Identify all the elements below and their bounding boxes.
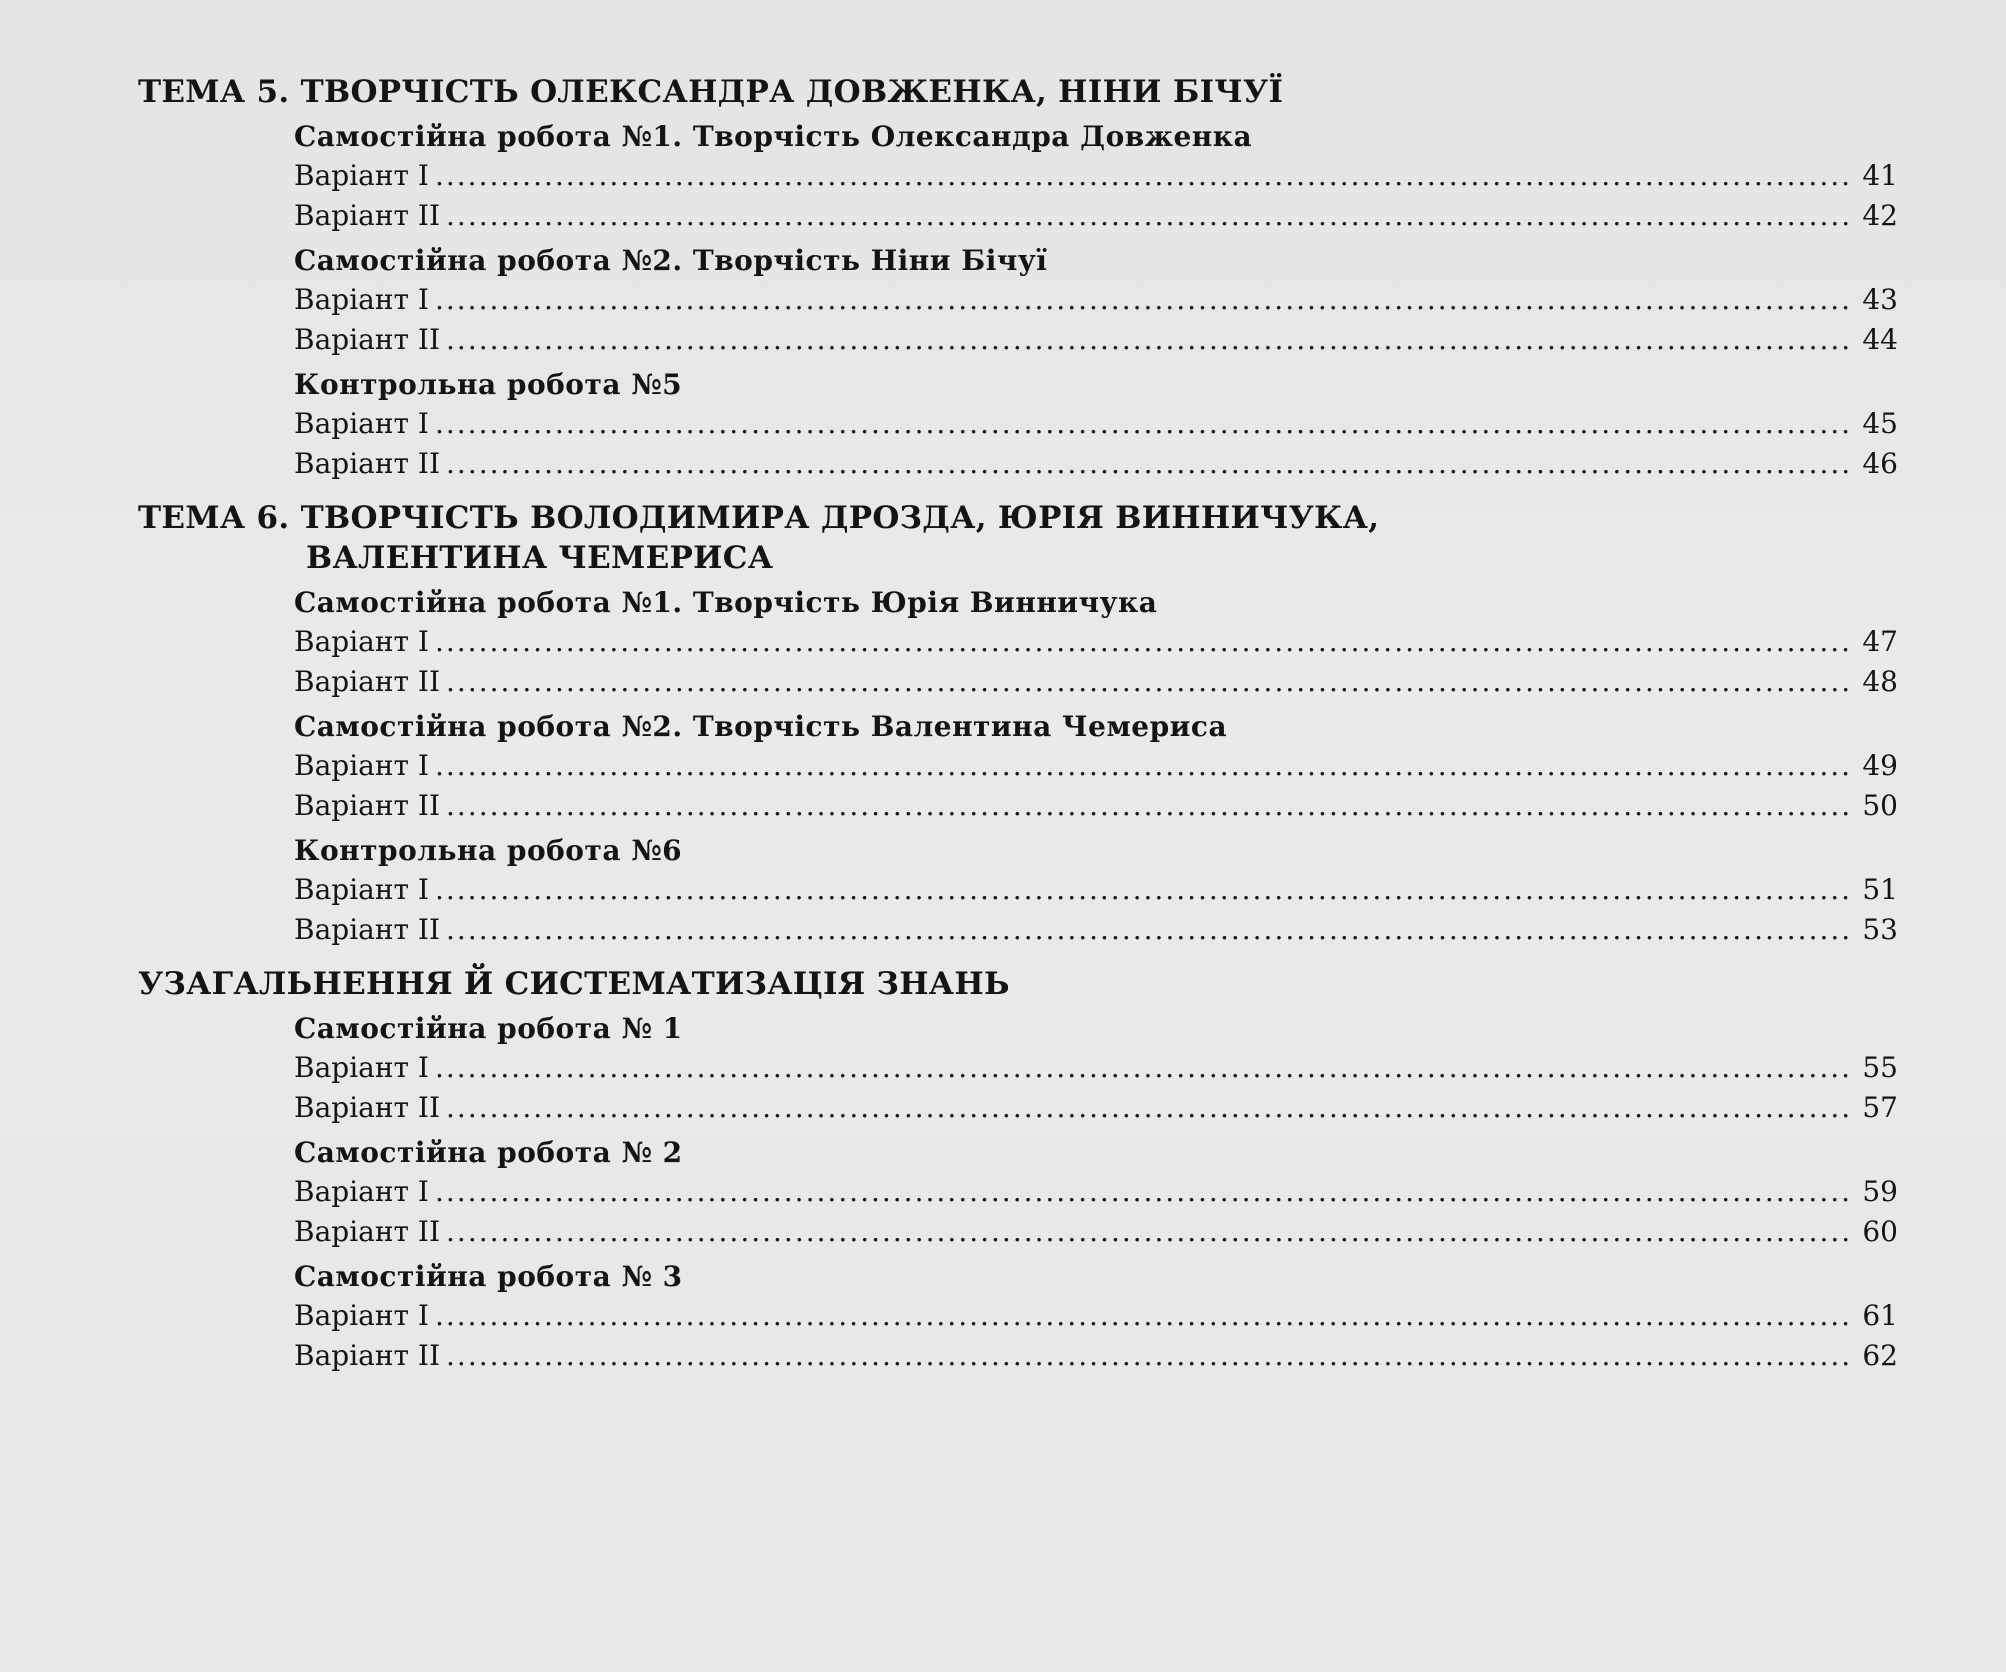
table-of-contents bbox=[138, 72, 1898, 1376]
dot-leader bbox=[446, 196, 1852, 236]
toc-entry bbox=[138, 156, 1898, 196]
entry-label: Варіант І bbox=[294, 159, 429, 192]
section-title-text: УЗАГАЛЬНЕННЯ Й СИСТЕМАТИЗАЦІЯ ЗНАНЬ bbox=[138, 966, 1010, 1002]
toc-entry bbox=[138, 910, 1898, 950]
entry-label: Варіант І bbox=[294, 407, 429, 440]
dot-leader bbox=[435, 156, 1852, 196]
dot-leader bbox=[435, 746, 1852, 786]
entry-label: Варіант І bbox=[294, 283, 429, 316]
section-title bbox=[138, 964, 1898, 1004]
work-title: Контрольна робота №6 bbox=[294, 834, 683, 867]
entry-label: Варіант ІІ bbox=[294, 1091, 441, 1124]
entry-label: Варіант І bbox=[294, 1175, 429, 1208]
page-number: 50 bbox=[1862, 789, 1898, 822]
toc-entry bbox=[138, 404, 1898, 444]
dot-leader bbox=[446, 1088, 1852, 1128]
entry-label: Варіант І bbox=[294, 625, 429, 658]
entry-label: Варіант І bbox=[294, 749, 429, 782]
page-number: 61 bbox=[1862, 1299, 1898, 1332]
page-number: 62 bbox=[1862, 1339, 1898, 1372]
dot-leader bbox=[446, 1336, 1852, 1376]
toc-entry bbox=[138, 280, 1898, 320]
dot-leader bbox=[446, 1212, 1852, 1252]
toc-entry bbox=[138, 1088, 1898, 1128]
page-number: 59 bbox=[1862, 1175, 1898, 1208]
section-title bbox=[138, 498, 1898, 578]
page-number: 45 bbox=[1862, 407, 1898, 440]
page-number: 49 bbox=[1862, 749, 1898, 782]
dot-leader bbox=[446, 786, 1852, 826]
entry-label: Варіант ІІ bbox=[294, 913, 441, 946]
work-title: Самостійна робота №2. Творчість Ніни Бічуї bbox=[294, 244, 1048, 277]
toc-entry bbox=[138, 662, 1898, 702]
toc-entry bbox=[138, 320, 1898, 360]
dot-leader bbox=[435, 870, 1852, 910]
work-title: Самостійна робота №1. Творчість Олександра Довженка bbox=[294, 120, 1253, 153]
dot-leader bbox=[446, 910, 1852, 950]
entry-label: Варіант ІІ bbox=[294, 323, 441, 356]
work-title: Самостійна робота №1. Творчість Юрія Винничука bbox=[294, 586, 1158, 619]
work-title: Самостійна робота №2. Творчість Валентина Чемериса bbox=[294, 710, 1228, 743]
toc-entry bbox=[138, 1172, 1898, 1212]
page-number: 60 bbox=[1862, 1215, 1898, 1248]
page-number: 42 bbox=[1862, 199, 1898, 232]
section-title-text: ТЕМА 6. ТВОРЧІСТЬ ВОЛОДИМИРА ДРОЗДА, ЮРІЯ ВИННИЧУКА, bbox=[138, 500, 1380, 536]
page-number: 55 bbox=[1862, 1051, 1898, 1084]
dot-leader bbox=[446, 444, 1852, 484]
entry-label: Варіант ІІ bbox=[294, 1339, 441, 1372]
page-number: 48 bbox=[1862, 665, 1898, 698]
page-number: 51 bbox=[1862, 873, 1898, 906]
page-number: 44 bbox=[1862, 323, 1898, 356]
page-number: 41 bbox=[1862, 159, 1898, 192]
dot-leader bbox=[435, 1172, 1852, 1212]
entry-label: Варіант ІІ bbox=[294, 447, 441, 480]
toc-entry bbox=[138, 1048, 1898, 1088]
section-title bbox=[138, 72, 1898, 112]
section-title-text: ТЕМА 5. ТВОРЧІСТЬ ОЛЕКСАНДРА ДОВЖЕНКА, НІНИ БІЧУЇ bbox=[138, 74, 1284, 110]
page-number: 53 bbox=[1862, 913, 1898, 946]
work-title: Самостійна робота № 1 bbox=[294, 1012, 683, 1045]
toc-entry bbox=[138, 622, 1898, 662]
entry-label: Варіант І bbox=[294, 1299, 429, 1332]
dot-leader bbox=[435, 280, 1852, 320]
page-number: 43 bbox=[1862, 283, 1898, 316]
entry-label: Варіант І bbox=[294, 1051, 429, 1084]
toc-entry bbox=[138, 746, 1898, 786]
entry-label: Варіант ІІ bbox=[294, 199, 441, 232]
toc-entry bbox=[138, 1336, 1898, 1376]
dot-leader bbox=[435, 1048, 1852, 1088]
toc-entry bbox=[138, 196, 1898, 236]
page-number: 46 bbox=[1862, 447, 1898, 480]
toc-entry bbox=[138, 786, 1898, 826]
work-title: Контрольна робота №5 bbox=[294, 368, 683, 401]
dot-leader bbox=[435, 1296, 1852, 1336]
dot-leader bbox=[435, 404, 1852, 444]
entry-label: Варіант ІІ bbox=[294, 1215, 441, 1248]
toc-entry bbox=[138, 444, 1898, 484]
dot-leader bbox=[435, 622, 1852, 662]
toc-entry bbox=[138, 1296, 1898, 1336]
entry-label: Варіант ІІ bbox=[294, 665, 441, 698]
page-number: 47 bbox=[1862, 625, 1898, 658]
dot-leader bbox=[446, 662, 1852, 702]
dot-leader bbox=[446, 320, 1852, 360]
toc-entry bbox=[138, 1212, 1898, 1252]
page-number: 57 bbox=[1862, 1091, 1898, 1124]
entry-label: Варіант ІІ bbox=[294, 789, 441, 822]
toc-entry bbox=[138, 870, 1898, 910]
section-title-continuation: ВАЛЕНТИНА ЧЕМЕРИСА bbox=[306, 540, 774, 576]
work-title: Самостійна робота № 2 bbox=[294, 1136, 683, 1169]
entry-label: Варіант І bbox=[294, 873, 429, 906]
work-title: Самостійна робота № 3 bbox=[294, 1260, 683, 1293]
